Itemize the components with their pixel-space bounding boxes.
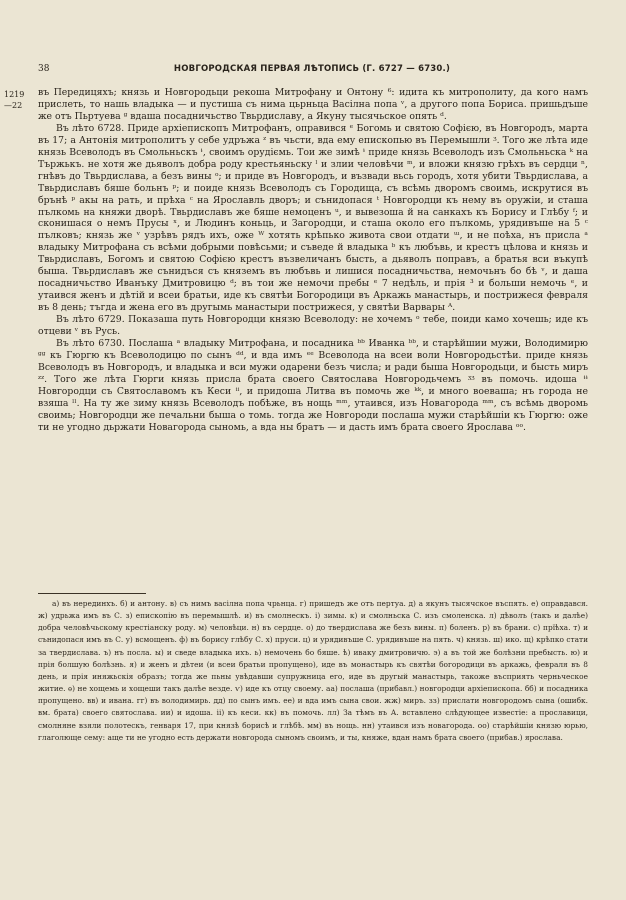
page-header (38, 62, 586, 76)
paragraph-3: Въ лѣто 6729. Показаша путь Новгородци князю Всеволоду: не хочемъ ᵒ тебе, поиди камо хочешь; иде къ отцеви ᵛ въ Русь. (38, 314, 588, 338)
margin-year-start: 1219 (4, 90, 25, 99)
footnotes (38, 598, 588, 744)
margin-year-note (4, 89, 36, 111)
footnote-divider (38, 593, 146, 594)
paragraph-4: Въ лѣто 6730. Послаша ᵃ владыку Митрофана, и посадника ᵇᵇ Иванка ᵇᵇ, и старѣйшии мужи, Володимирю ᵍᵍ къ Гюргю къ Всеволодицю по сынъ ᵈᵈ, и вда имъ ᵉᵉ Всеволода на всеи воли Новгородьстѣи. приде князь Всеволодъ въ Новгородъ, и владыка и вси мужи одарени безъ числа; и ради быша Новгородьци, и бысть миръ ᶻᶻ. Того же лѣта Гюрги князь присла брата своего Святослава Новгородьчемъ ᶾᶾ въ помочь. идоша ᶤᶤ Новгородци съ Святославомъ къ Кеси ⁱⁱ, и придоша Литва въ помочь же ᵏᵏ, и много воеваша; нъ города не взяша ˡˡ. На ту же зиму князь Всеволодъ побѣже, въ нощь ᵐᵐ, утаився, изъ Новагорода ᵐᵐ, съ всѣмь дворомь своимь; Новгородци же печальни быша о томь. тогда же Новгороди послаша мужи старѣйшіи къ Гюргю: оже ти не угодно дьржати Новагорода сыномь, а вда ны братъ — и дасть имъ брата своего Ярослава ᵒᵒ. (38, 338, 588, 433)
margin-year-end: —22 (4, 101, 23, 110)
main-text (38, 87, 588, 434)
running-title: НОВГОРОДСКАЯ ПЕРВАЯ ЛѢТОПИСЬ (Г. 6727 — 6730.) (173, 64, 451, 74)
paragraph-2: Въ лѣто 6728. Приде архіепископъ Митрофанъ, оправився ᵉ Богомь и святою Софією, въ Новгородъ, марта въ 17; а Антонія митрополитъ у себе удръжа ᶻ въ чьсти, вда ему епископью въ Перемышли ᶾ. Того же лѣта иде князь Всеволодъ въ Смольньскъ ᶤ, своимъ орудіємь. Тои же зимѣ ᶤ приде князь Всеволодъ изъ Смольньска ᵏ на Тържькъ. не хотя же дьяволъ добра роду крестьяньску ˡ и злии человѣчи ᵐ, и вложи князю грѣхъ въ сердци ⁿ, гнѣвъ до Твьрдислава, а безъ вины ᵒ; и приде въ Новгородъ, и възвади вьсь городъ, хотя убити Твьрдислава, а Твьрдиславъ бяше больнъ ᵖ; и поиде князь Всеволодъ съ Городища, съ всѣмь дворомъ своимь, искрутися въ брънѣ ᵖ акы на рать, и прѣха ᶜ на Ярославль дворъ; и сънидопася ᵗ Новгородци къ нему въ оружіи, и сташа пълкомь на княжи дворѣ. Твьрдиславъ же бяше немоценъ ᵘ, и вывезоша й на санкахъ къ Борису и Глѣбу ᶠ; и сконишася о немъ Прусы ˣ, и Людинъ коньць, и Загородци, и сташа около его пълкомь, урядивъше на 5 ᶜ пълковъ; князь же ᵛ узрѣвъ рядъ ихъ, оже ᵂ хотять крѣпько живота свои отдати ᵚ, и не поѣха, нъ присла ᵃ владыку Митрофана съ всѣми добрыми повѣсьми; и съведе й владыка ᵇ къ любъвь, и крестъ цѣлова и князь и Твьрдиславъ, Богомъ и святою Софією крестъ възвеличанъ бысть, а дьяволъ поправъ, а братья вси въкупѣ быша. Твьрдиславъ же сънидъся съ княземъ въ любъвь и лишися посадничьства, немочьнъ бо бѣ ᵛ, и даша посадничьство Иванъку Дмитровицю ᵈ; въ тои же немочи пребы ᵉ 7 недѣль, и прія ³ и больши немочь ᵉ, и утаився женъ и дѣтій и всеи братьи, иде къ святѣи Богородици въ Аркажь манастырь, и пострижеся февраля въ 8 день; тъгда и жена его въ другымь манастыри пострижеся, у святѣи Варвары ᴬ. (38, 122, 588, 314)
page-number: 38 (38, 64, 50, 74)
paragraph-1: въ Передицяхъ; князь и Новгородьци рекоша Митрофану и Онтону ⁶: идита къ митрополиту, да кого намъ прислеть, то нашь владыка — и пустиша съ нима цьрньца Васілна попа ᵛ, а другого попа Бориса. пришьдъше же отъ Пьртуева ᵍ вдаша посадничьство Твьрдиславу, а Якуну тысячьское опять ᵈ. (38, 87, 588, 122)
footnote-block: а) въ нерединхъ. б) и антону. в) съ нимъ васілна попа чрьнца. г) пришедъ же отъ пертуа. д) а якунъ тысячское въспять. е) оправдався. ж) удрьжа имъ въ С. з) епископію въ перемышлѣ. и) въ смолнескъ. і) зимы. к) и смолньска С. изъ смоленска. л) дѣволъ (такъ и далѣе) добра человѣчьскому крестіанску роду. м) человѣци. н) въ сердце. о) до твердислава же безъ вины. п) боленъ. р) въ брани. с) прїѣха. т) и сънидопася имъ въ С. у) всмощенъ. ф) въ борису глѣбу С. х) пруси. ц) и урядивъше С. урядивъше на пять. ч) князь. ш) ико. щ) крѣпко стати за твердислава. ъ) нъ посла. ы) и сведе владыка ихъ. ь) немочень бо бяше. ѣ) иваку дмитровичю. э) а въ той же болѣзни пребысть. ю) и прія болшую болѣзнь. я) и женъ и дѣтеи (и всеи братьи пропущено), иде въ монастырь къ святѣи богородици въ аркажь, февраля въ 8 день, и прія иняжьскія образъ; тогда же пьны увѣдавши супружница его, иде въ другый манастырь, такоже въсприять черньческое житие. ѳ) не хощемь и хощеши такъ далѣе везде. ѵ) иде къ отцу своему. аа) послаша (прибавл.) новгородци архіепископа. бб) и посадника пропущено. вв) и ивана. гг) въ володимирь. дд) по сынъ имъ. ее) и вда имъ сына свои. жж) миръ. зз) прислати новгородомъ сына (ошибк. вм. брата) своего святослава. ии) и идоша. іі) къ кеси. кк) въ помочь. лл) За тѣмъ въ А. вставлено слѣдующее известіе: а прославици, смолняне взяли полотескъ, генваря 17, при князѣ борисѣ и глѣбѣ. мм) въ нощь. нн) утаився изъ новагорода. оо) старѣйшіи князю юрью, глаголюще сему: аще ти не угодно есть держати новгорода сыномъ своимъ, и ты, княже, вдан намъ брата своего (прибав.) ярослава. (38, 599, 588, 742)
